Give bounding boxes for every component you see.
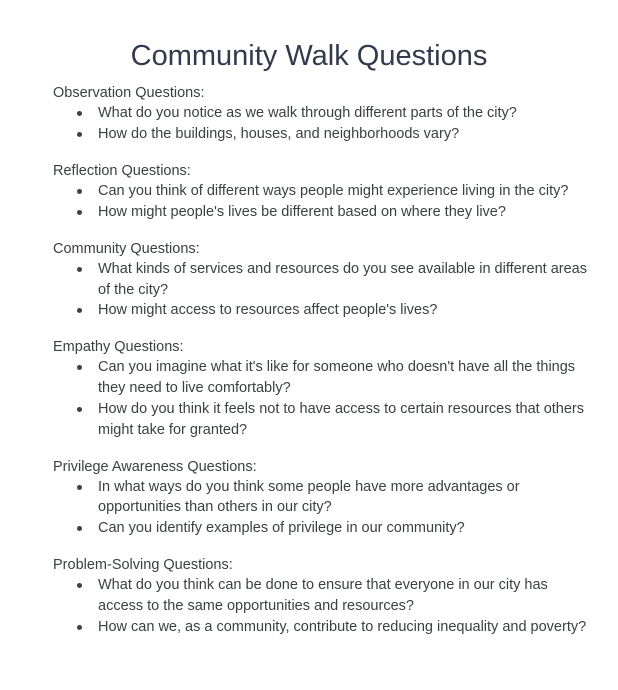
question-list [53,259,594,321]
list-item [53,518,594,539]
list-item [53,181,594,202]
bullet-icon [77,189,82,194]
page-title: Community Walk Questions [130,40,488,72]
list-item [53,103,594,124]
question-text: Can you identify examples of privilege in our community? [98,520,465,537]
list-item [53,357,594,398]
section-community [53,239,594,321]
bullet-icon [77,308,82,313]
question-list [53,477,594,539]
section-heading: Privilege Awareness Questions: [53,458,257,475]
question-list [53,357,594,440]
question-list [53,575,594,637]
bullet-icon [77,111,82,116]
question-list [53,181,594,222]
bullet-icon [77,407,82,412]
bullet-icon [77,210,82,215]
question-text: How do you think it feels not to have access to certain resources that others might take for granted? [98,400,585,438]
list-item [53,399,594,440]
question-text: What do you think can be done to ensure that everyone in our city has access to the same opportunities and resources? [98,577,548,615]
question-text: Can you imagine what it's like for someone who doesn't have all the things they need to live comfortably? [98,359,576,397]
section-heading: Observation Questions: [53,85,205,101]
list-item [53,575,594,616]
list-item [53,300,594,321]
section-reflection [53,161,594,222]
question-text: What do you notice as we walk through different parts of the city? [98,105,517,121]
bullet-icon [77,267,82,272]
question-text: Can you think of different ways people might experience living in the city? [98,182,569,199]
bullet-icon [77,583,82,588]
question-text: How do the buildings, houses, and neighborhoods vary? [98,125,460,142]
section-observation [53,83,594,144]
list-item [53,202,594,223]
section-heading: Empathy Questions: [53,339,184,356]
section-heading: Problem-Solving Questions: [53,557,233,574]
list-item [53,259,594,300]
question-text: What kinds of services and resources do you see available in different areas of the city? [98,260,587,298]
bullet-icon [77,526,82,531]
section-heading: Community Questions: [53,240,200,257]
bullet-icon [77,485,82,490]
bullet-icon [77,625,82,630]
list-item [53,617,594,638]
list-item [53,477,594,518]
section-problem-solving [53,555,594,637]
bullet-icon [77,365,82,370]
question-text: How might access to resources affect people's lives? [98,302,438,319]
question-text: How can we, as a community, contribute to reducing inequality and poverty? [98,618,587,635]
section-empathy [53,337,594,440]
question-text: How might people's lives be different based on where they live? [98,203,506,220]
section-privilege-awareness [53,457,594,539]
bullet-icon [77,132,82,137]
section-heading: Reflection Questions: [53,162,191,179]
list-item [53,124,594,145]
question-list [53,103,594,144]
question-text: In what ways do you think some people have more advantages or opportunities than others in our city? [98,478,520,516]
